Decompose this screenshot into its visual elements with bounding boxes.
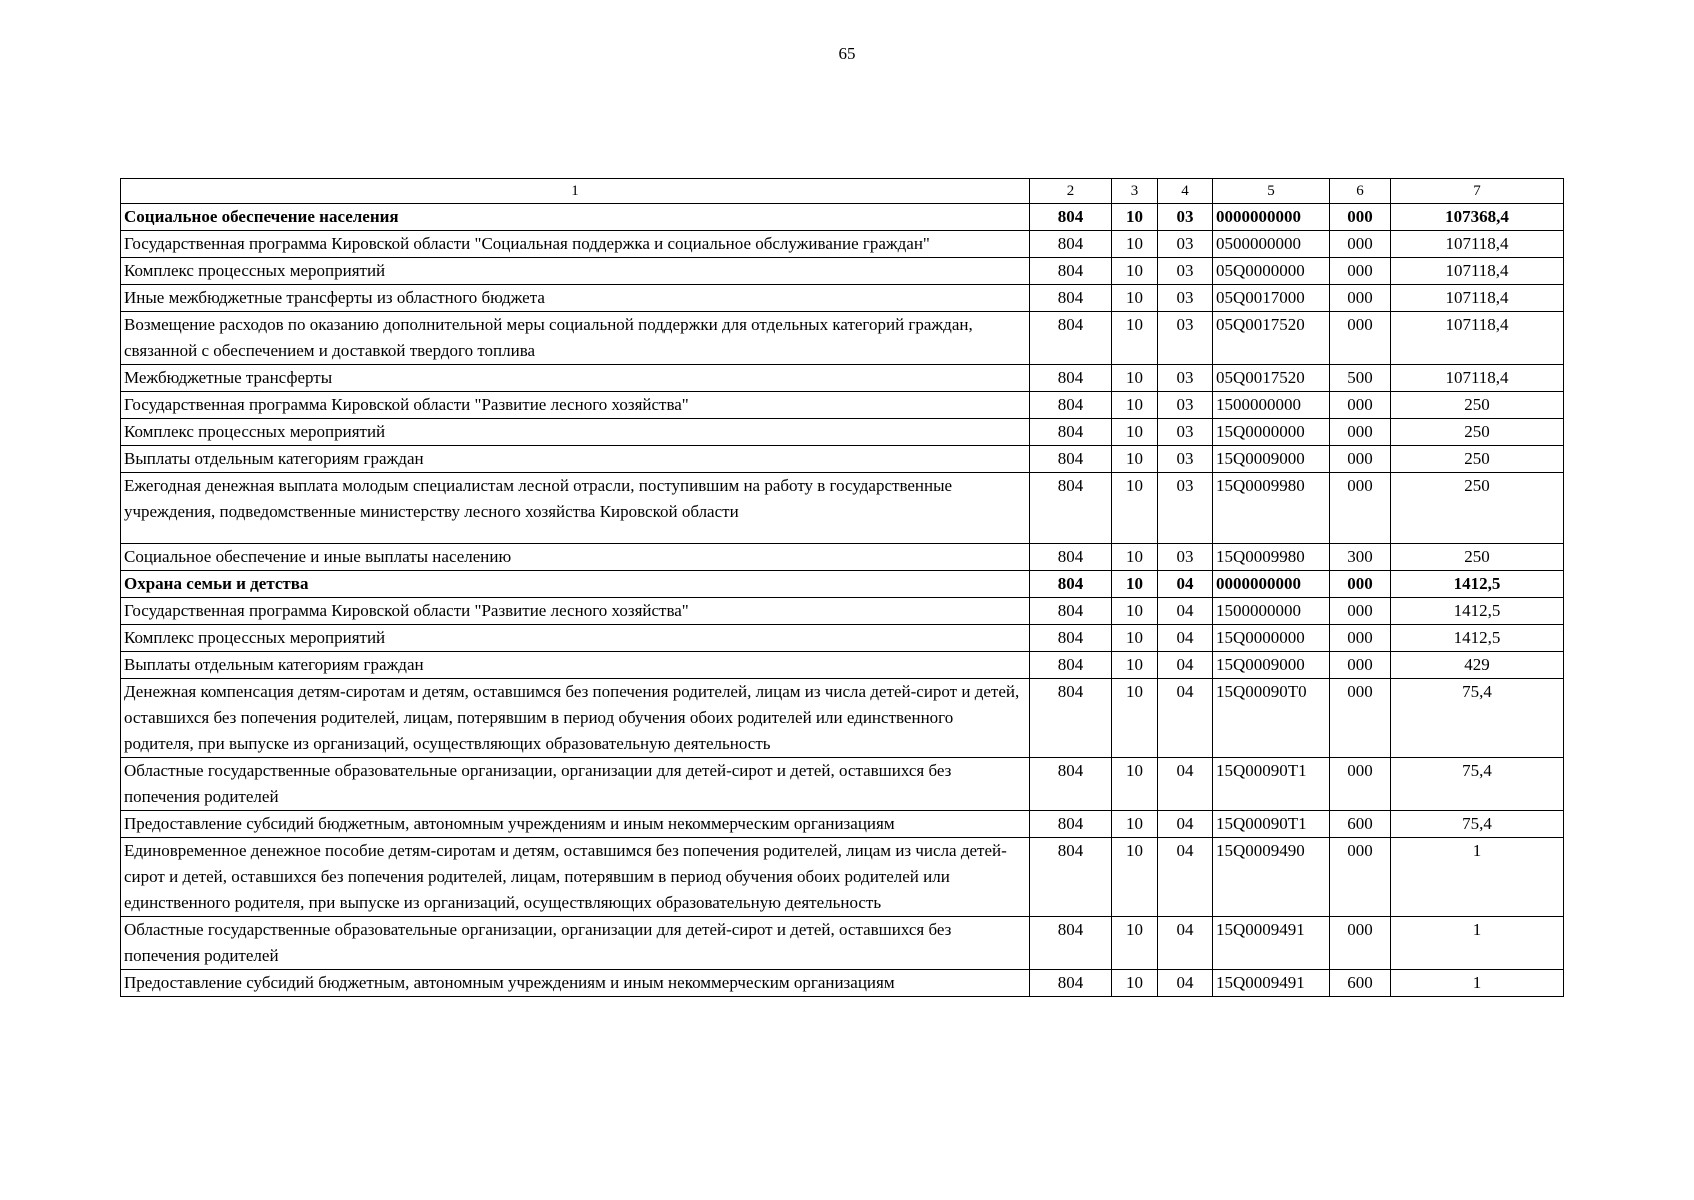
col-6-cell: 000 — [1330, 285, 1391, 312]
col-6-cell: 000 — [1330, 204, 1391, 231]
col-7-amount-cell: 250 — [1391, 544, 1564, 571]
col-3-cell: 10 — [1112, 446, 1158, 473]
table-row — [121, 598, 1564, 625]
col-4-cell: 03 — [1158, 544, 1213, 571]
col-3-cell: 10 — [1112, 473, 1158, 544]
row-name-cell: Возмещение расходов по оказанию дополнительной меры социальной поддержки для отдельных категорий граждан, связанной с обеспечением и доставкой твердого топлива — [121, 312, 1030, 365]
row-name-cell: Выплаты отдельным категориям граждан — [121, 652, 1030, 679]
col-3-cell: 10 — [1112, 625, 1158, 652]
col-5-code-cell: 15Q0009980 — [1213, 473, 1330, 544]
table-row — [121, 758, 1564, 811]
col-2-cell: 804 — [1030, 811, 1112, 838]
table-header-row — [121, 179, 1564, 204]
col-5-code-cell: 15Q00090T1 — [1213, 811, 1330, 838]
col-2-cell: 804 — [1030, 285, 1112, 312]
col-5-code-cell: 0000000000 — [1213, 571, 1330, 598]
col-5-code-cell: 15Q0000000 — [1213, 419, 1330, 446]
col-6-cell: 000 — [1330, 231, 1391, 258]
col-4-cell: 04 — [1158, 838, 1213, 917]
col-3-cell: 10 — [1112, 652, 1158, 679]
col-7-amount-cell: 1 — [1391, 970, 1564, 997]
col-5-code-cell: 15Q0000000 — [1213, 625, 1330, 652]
col-2-cell: 804 — [1030, 970, 1112, 997]
col-2-cell: 804 — [1030, 571, 1112, 598]
table-row — [121, 446, 1564, 473]
col-4-cell: 03 — [1158, 312, 1213, 365]
col-3-cell: 10 — [1112, 392, 1158, 419]
column-header-1: 1 — [121, 179, 1030, 204]
col-4-cell: 04 — [1158, 811, 1213, 838]
col-6-cell: 000 — [1330, 917, 1391, 970]
col-5-code-cell: 15Q0009491 — [1213, 970, 1330, 997]
col-2-cell: 804 — [1030, 838, 1112, 917]
table-row — [121, 258, 1564, 285]
row-name-cell: Денежная компенсация детям-сиротам и детям, оставшимся без попечения родителей, лицам из числа детей-сирот и детей, оставшихся без попечения родителей, лицам, потерявшим в период обучения обоих родителей или единственного родителя, при выпуске из организаций, осуществляющих образовательную деятельность — [121, 679, 1030, 758]
col-4-cell: 04 — [1158, 625, 1213, 652]
col-5-code-cell: 15Q0009000 — [1213, 446, 1330, 473]
row-name-cell: Иные межбюджетные трансферты из областного бюджета — [121, 285, 1030, 312]
row-name-cell: Охрана семьи и детства — [121, 571, 1030, 598]
col-7-amount-cell: 250 — [1391, 473, 1564, 544]
col-5-code-cell: 15Q00090T0 — [1213, 679, 1330, 758]
col-2-cell: 804 — [1030, 204, 1112, 231]
col-4-cell: 03 — [1158, 473, 1213, 544]
table-row — [121, 204, 1564, 231]
row-name-cell: Ежегодная денежная выплата молодым специалистам лесной отрасли, поступившим на работу в государственные учреждения, подведомственные министерству лесного хозяйства Кировской области — [121, 473, 1030, 544]
col-3-cell: 10 — [1112, 917, 1158, 970]
col-2-cell: 804 — [1030, 312, 1112, 365]
col-7-amount-cell: 107118,4 — [1391, 312, 1564, 365]
col-3-cell: 10 — [1112, 758, 1158, 811]
col-6-cell: 600 — [1330, 970, 1391, 997]
col-4-cell: 04 — [1158, 598, 1213, 625]
col-5-code-cell: 05Q0017520 — [1213, 312, 1330, 365]
col-7-amount-cell: 75,4 — [1391, 679, 1564, 758]
table-row — [121, 811, 1564, 838]
row-name-cell: Государственная программа Кировской области "Социальная поддержка и социальное обслуживание граждан" — [121, 231, 1030, 258]
table-row — [121, 231, 1564, 258]
col-5-code-cell: 0500000000 — [1213, 231, 1330, 258]
table-body — [121, 179, 1564, 997]
col-4-cell: 03 — [1158, 258, 1213, 285]
row-name-cell: Государственная программа Кировской области "Развитие лесного хозяйства" — [121, 392, 1030, 419]
col-4-cell: 04 — [1158, 970, 1213, 997]
col-2-cell: 804 — [1030, 365, 1112, 392]
column-header-4: 4 — [1158, 179, 1213, 204]
col-5-code-cell: 15Q0009980 — [1213, 544, 1330, 571]
col-7-amount-cell: 250 — [1391, 419, 1564, 446]
budget-table — [120, 178, 1564, 997]
col-7-amount-cell: 1 — [1391, 838, 1564, 917]
col-5-code-cell: 15Q0009000 — [1213, 652, 1330, 679]
col-3-cell: 10 — [1112, 231, 1158, 258]
table-row — [121, 838, 1564, 917]
col-2-cell: 804 — [1030, 446, 1112, 473]
col-4-cell: 03 — [1158, 446, 1213, 473]
col-6-cell: 000 — [1330, 392, 1391, 419]
col-2-cell: 804 — [1030, 231, 1112, 258]
table-row — [121, 312, 1564, 365]
col-6-cell: 000 — [1330, 473, 1391, 544]
col-3-cell: 10 — [1112, 258, 1158, 285]
col-6-cell: 000 — [1330, 571, 1391, 598]
col-6-cell: 600 — [1330, 811, 1391, 838]
col-5-code-cell: 0000000000 — [1213, 204, 1330, 231]
col-3-cell: 10 — [1112, 571, 1158, 598]
col-3-cell: 10 — [1112, 312, 1158, 365]
table-row — [121, 392, 1564, 419]
table-row — [121, 473, 1564, 544]
table-row — [121, 679, 1564, 758]
col-3-cell: 10 — [1112, 365, 1158, 392]
column-header-6: 6 — [1330, 179, 1391, 204]
row-name-cell: Социальное обеспечение и иные выплаты населению — [121, 544, 1030, 571]
col-6-cell: 000 — [1330, 625, 1391, 652]
col-4-cell: 03 — [1158, 204, 1213, 231]
col-2-cell: 804 — [1030, 419, 1112, 446]
col-7-amount-cell: 75,4 — [1391, 811, 1564, 838]
row-name-cell: Комплекс процессных мероприятий — [121, 625, 1030, 652]
table-row — [121, 970, 1564, 997]
col-3-cell: 10 — [1112, 544, 1158, 571]
col-7-amount-cell: 1412,5 — [1391, 598, 1564, 625]
col-5-code-cell: 05Q0017000 — [1213, 285, 1330, 312]
row-name-cell: Комплекс процессных мероприятий — [121, 258, 1030, 285]
column-header-2: 2 — [1030, 179, 1112, 204]
page-number: 65 — [838, 44, 856, 63]
col-4-cell: 03 — [1158, 419, 1213, 446]
row-name-cell: Предоставление субсидий бюджетным, автономным учреждениям и иным некоммерческим организациям — [121, 811, 1030, 838]
table-row — [121, 419, 1564, 446]
col-4-cell: 04 — [1158, 917, 1213, 970]
table-row — [121, 652, 1564, 679]
table-row — [121, 917, 1564, 970]
col-3-cell: 10 — [1112, 679, 1158, 758]
col-3-cell: 10 — [1112, 419, 1158, 446]
col-5-code-cell: 05Q0000000 — [1213, 258, 1330, 285]
col-7-amount-cell: 107118,4 — [1391, 365, 1564, 392]
col-2-cell: 804 — [1030, 544, 1112, 571]
col-5-code-cell: 1500000000 — [1213, 392, 1330, 419]
row-name-cell: Единовременное денежное пособие детям-сиротам и детям, оставшимся без попечения родителей, лицам из числа детей-сирот и детей, оставшихся без попечения родителей, лицам, потерявшим в период обучения обоих родителей или единственного родителя, при выпуске из организаций, осуществляющих образовательную деятельность — [121, 838, 1030, 917]
col-6-cell: 000 — [1330, 679, 1391, 758]
col-4-cell: 04 — [1158, 652, 1213, 679]
col-7-amount-cell: 1412,5 — [1391, 625, 1564, 652]
col-5-code-cell: 15Q00090T1 — [1213, 758, 1330, 811]
col-6-cell: 000 — [1330, 652, 1391, 679]
col-6-cell: 500 — [1330, 365, 1391, 392]
col-2-cell: 804 — [1030, 625, 1112, 652]
col-7-amount-cell: 75,4 — [1391, 758, 1564, 811]
row-name-cell: Областные государственные образовательные организации, организации для детей-сирот и детей, оставшихся без попечения родителей — [121, 758, 1030, 811]
col-3-cell: 10 — [1112, 204, 1158, 231]
column-header-3: 3 — [1112, 179, 1158, 204]
table-row — [121, 285, 1564, 312]
col-2-cell: 804 — [1030, 679, 1112, 758]
col-7-amount-cell: 1412,5 — [1391, 571, 1564, 598]
col-7-amount-cell: 250 — [1391, 392, 1564, 419]
table-row — [121, 625, 1564, 652]
col-4-cell: 03 — [1158, 231, 1213, 258]
col-3-cell: 10 — [1112, 970, 1158, 997]
col-4-cell: 03 — [1158, 285, 1213, 312]
column-header-5: 5 — [1213, 179, 1330, 204]
table-row — [121, 544, 1564, 571]
col-5-code-cell: 15Q0009490 — [1213, 838, 1330, 917]
col-2-cell: 804 — [1030, 652, 1112, 679]
row-name-cell: Социальное обеспечение населения — [121, 204, 1030, 231]
col-6-cell: 300 — [1330, 544, 1391, 571]
col-3-cell: 10 — [1112, 598, 1158, 625]
col-7-amount-cell: 1 — [1391, 917, 1564, 970]
col-7-amount-cell: 107368,4 — [1391, 204, 1564, 231]
col-2-cell: 804 — [1030, 473, 1112, 544]
col-2-cell: 804 — [1030, 758, 1112, 811]
row-name-cell: Межбюджетные трансферты — [121, 365, 1030, 392]
col-6-cell: 000 — [1330, 419, 1391, 446]
col-7-amount-cell: 107118,4 — [1391, 285, 1564, 312]
row-name-cell: Предоставление субсидий бюджетным, автономным учреждениям и иным некоммерческим организациям — [121, 970, 1030, 997]
col-5-code-cell: 05Q0017520 — [1213, 365, 1330, 392]
row-name-cell: Выплаты отдельным категориям граждан — [121, 446, 1030, 473]
table-row — [121, 365, 1564, 392]
row-name-cell: Областные государственные образовательные организации, организации для детей-сирот и детей, оставшихся без попечения родителей — [121, 917, 1030, 970]
col-3-cell: 10 — [1112, 838, 1158, 917]
col-6-cell: 000 — [1330, 838, 1391, 917]
col-7-amount-cell: 107118,4 — [1391, 231, 1564, 258]
col-5-code-cell: 1500000000 — [1213, 598, 1330, 625]
col-3-cell: 10 — [1112, 811, 1158, 838]
col-3-cell: 10 — [1112, 285, 1158, 312]
col-6-cell: 000 — [1330, 446, 1391, 473]
col-2-cell: 804 — [1030, 598, 1112, 625]
row-name-cell: Государственная программа Кировской области "Развитие лесного хозяйства" — [121, 598, 1030, 625]
col-2-cell: 804 — [1030, 917, 1112, 970]
col-6-cell: 000 — [1330, 598, 1391, 625]
col-5-code-cell: 15Q0009491 — [1213, 917, 1330, 970]
col-4-cell: 04 — [1158, 758, 1213, 811]
col-4-cell: 03 — [1158, 392, 1213, 419]
col-4-cell: 04 — [1158, 571, 1213, 598]
col-2-cell: 804 — [1030, 258, 1112, 285]
column-header-7: 7 — [1391, 179, 1564, 204]
col-4-cell: 04 — [1158, 679, 1213, 758]
row-name-cell: Комплекс процессных мероприятий — [121, 419, 1030, 446]
table-row — [121, 571, 1564, 598]
col-7-amount-cell: 107118,4 — [1391, 258, 1564, 285]
col-6-cell: 000 — [1330, 312, 1391, 365]
col-2-cell: 804 — [1030, 392, 1112, 419]
col-7-amount-cell: 250 — [1391, 446, 1564, 473]
col-4-cell: 03 — [1158, 365, 1213, 392]
col-7-amount-cell: 429 — [1391, 652, 1564, 679]
col-6-cell: 000 — [1330, 258, 1391, 285]
col-6-cell: 000 — [1330, 758, 1391, 811]
